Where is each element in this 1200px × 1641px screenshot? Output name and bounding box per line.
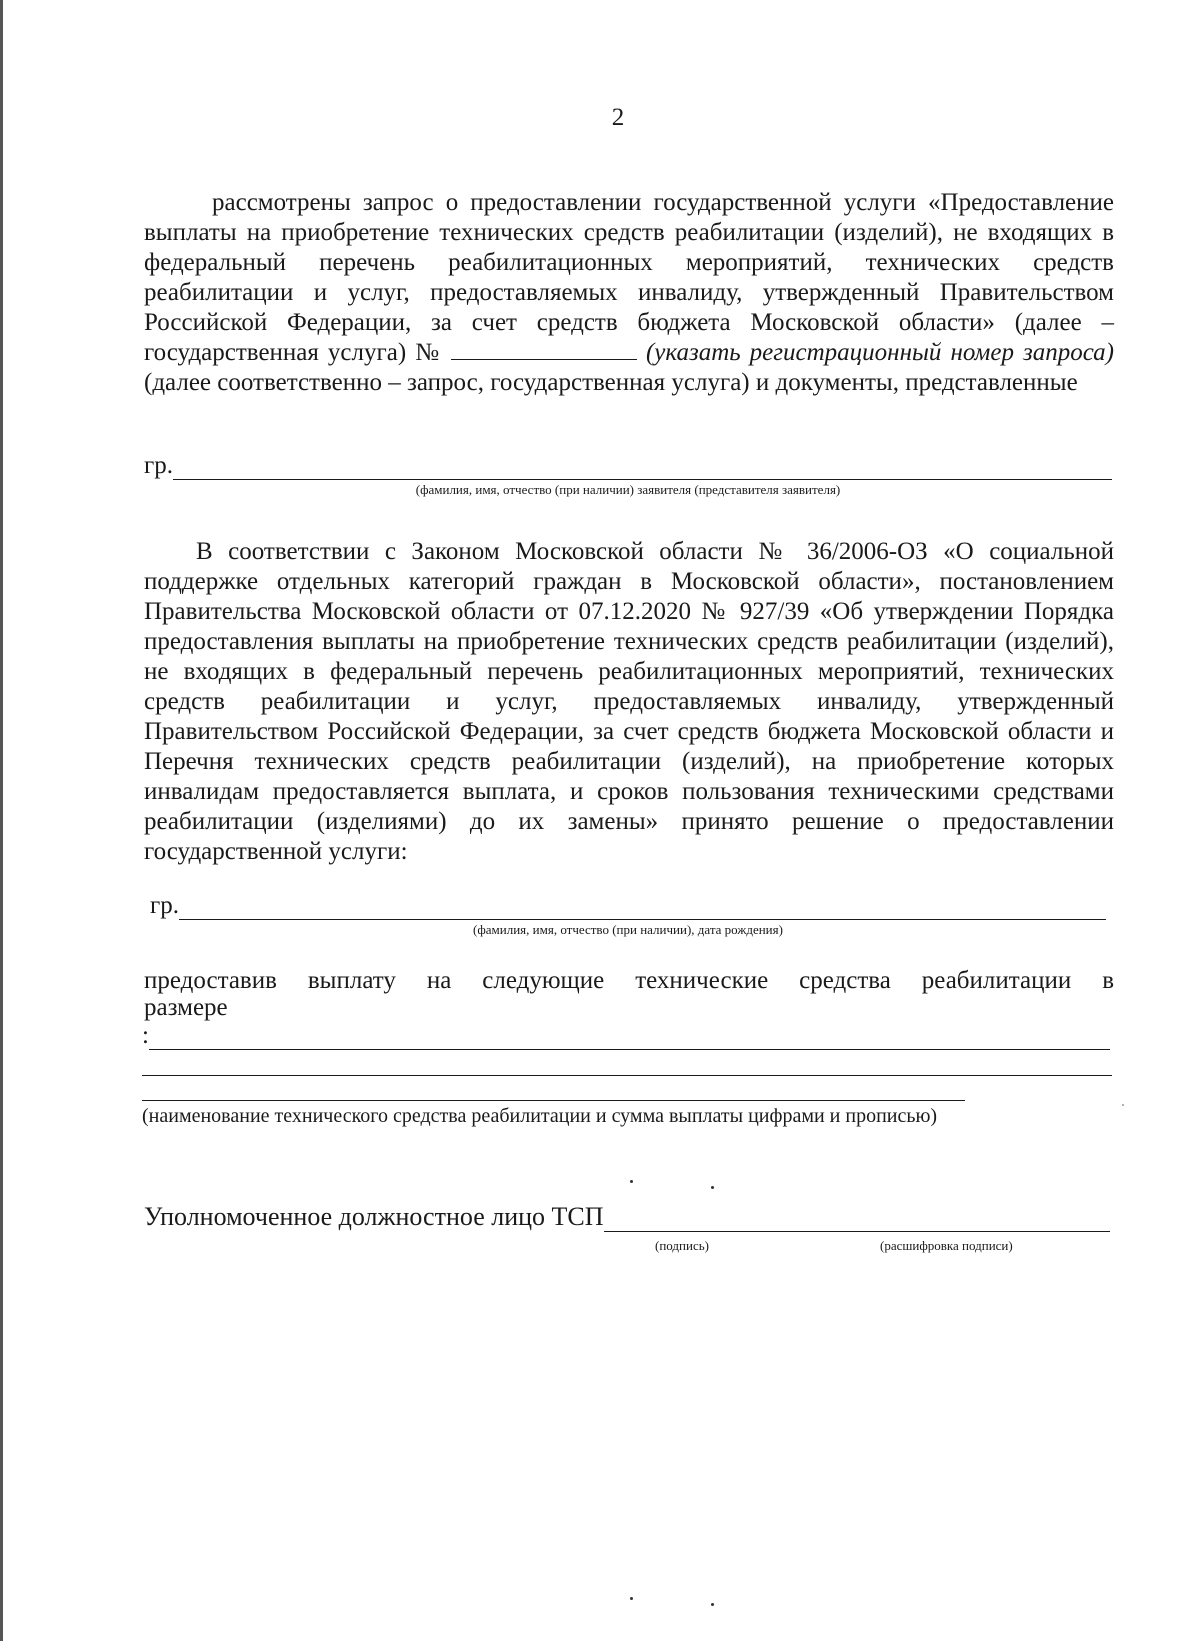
payment-colon: : xyxy=(142,1022,149,1049)
scan-speck xyxy=(711,1603,714,1606)
payment-fill-line-3 xyxy=(142,1100,965,1101)
applicant-caption: (фамилия, имя, отчество (при наличии) заявителя (представителя заявителя) xyxy=(415,482,841,497)
signature-line xyxy=(144,1202,1110,1232)
signature-caption: (подпись) xyxy=(655,1238,709,1253)
applicant-prefix: гр. xyxy=(144,452,174,479)
request-number-blank xyxy=(451,339,637,360)
payment-line-1: предоставив выплату на следующие технические средства реабилитации в xyxy=(144,967,1114,994)
request-paragraph xyxy=(144,188,1114,398)
payment-fill-line-1 xyxy=(149,1025,1110,1050)
signature-name-caption: (расшифровка подписи) xyxy=(880,1238,1013,1253)
recipient-prefix: гр. xyxy=(150,892,180,919)
signature-fill-line xyxy=(604,1207,1110,1232)
applicant-fill-line xyxy=(173,455,1112,480)
scan-speck xyxy=(711,1186,714,1189)
scan-speck xyxy=(630,1597,633,1600)
recipient-fill-line xyxy=(179,895,1106,920)
scan-edge xyxy=(0,0,3,1641)
payment-caption: (наименование технического средства реабилитации и сумма выплаты цифрами и прописью) xyxy=(142,1105,938,1127)
decision-paragraph xyxy=(144,537,1114,867)
scan-speck xyxy=(1122,1104,1124,1106)
recipient-line xyxy=(150,892,1106,920)
request-number-note: (указать регистрационный номер запроса) xyxy=(645,339,1115,366)
request-paragraph-text: рассмотрены запрос о предоставлении государственной услуги «Предоставление выплаты на приобретение технических средств реабилитации (изделий), не входящих в федеральный перечень реабилитационных мероприятий, технических средств реабилитации и услуг, предоставляемых инвалиду, утвержденный Правительством Российской Федерации, за счет средств бюджета Московской области» (далее – государственная услуга) № xyxy=(144,189,1114,366)
scan-speck xyxy=(630,1180,633,1183)
payment-line-2: размере xyxy=(144,994,228,1021)
page-number: 2 xyxy=(611,104,625,131)
recipient-caption: (фамилия, имя, отчество (при наличии), дата рождения) xyxy=(473,922,783,937)
payment-fill-row-1 xyxy=(142,1022,1110,1050)
request-paragraph-tail: (далее соответственно – запрос, государственная услуга) и документы, представленные xyxy=(144,369,1078,396)
decision-paragraph-text: В соответствии с Законом Московской области № 36/2006-ОЗ «О социальной поддержке отдельных категорий граждан в Московской области», постановлением Правительства Московской области от 07.12.2020 № 927/39 «Об утверждении Порядка предоставления выплаты на приобретение технических средств реабилитации (изделий), не входящих в федеральный перечень реабилитационных мероприятий, технических средств реабилитации и услуг, предоставляемых инвалиду, утвержденный Правительством Российской Федерации, за счет средств бюджета Московской области и Перечня технических средств реабилитации (изделий), на приобретение которых инвалидам предоставляется выплата, и сроков пользования техническими средствами реабилитации (изделиями) до их замены» принято решение о предоставлении государственной услуги: xyxy=(144,538,1114,865)
signature-label: Уполномоченное должностное лицо ТСП xyxy=(144,1202,604,1231)
applicant-line xyxy=(144,452,1112,480)
payment-fill-line-2 xyxy=(142,1075,1112,1076)
